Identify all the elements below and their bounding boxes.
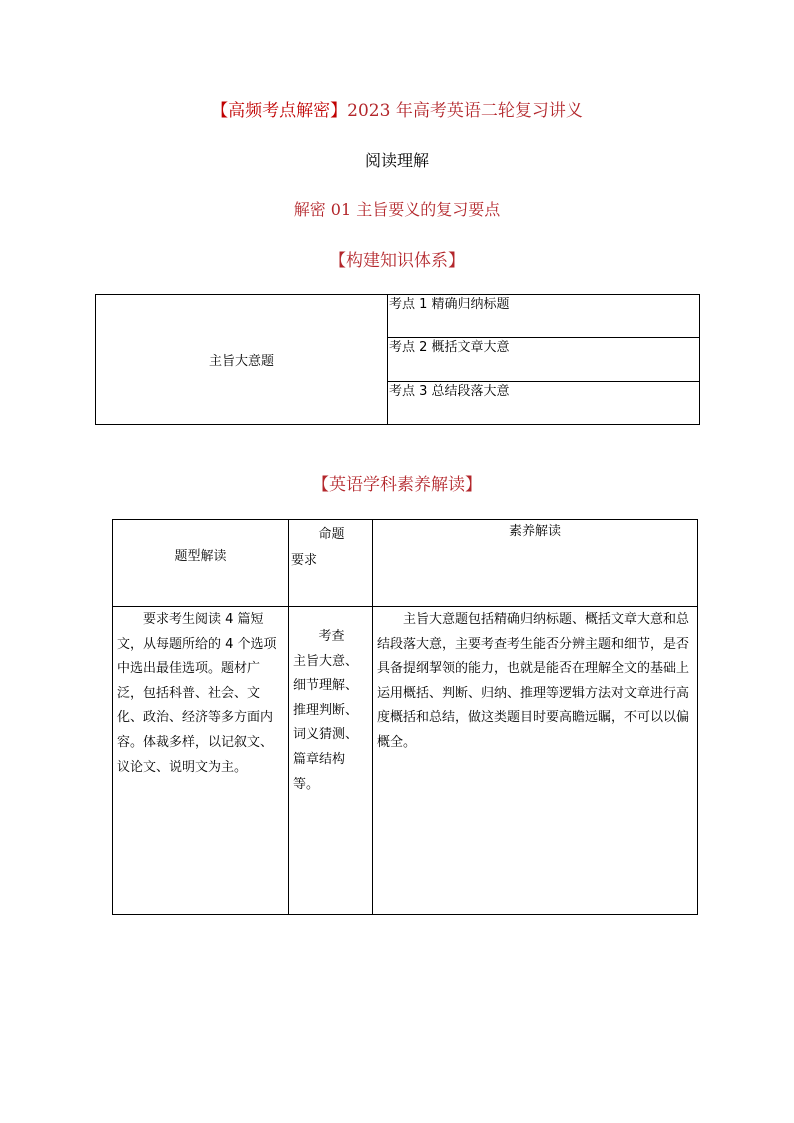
knowledge-system-heading: 【构建知识体系】 bbox=[329, 251, 465, 271]
point-cell: 考点 3 总结段落大意 bbox=[388, 381, 700, 424]
section-title: 解密 01 主旨要义的复习要点 bbox=[293, 200, 501, 219]
literacy-table bbox=[112, 519, 698, 915]
topic-cell: 主旨大意题 bbox=[96, 295, 388, 425]
header-requirement: 命题 要求 bbox=[289, 520, 373, 607]
point-cell: 考点 1 精确归纳标题 bbox=[388, 295, 700, 338]
interpretation-cell: 主旨大意题包括精确归纳标题、概括文章大意和总结段落大意，主要考查考生能否分辨主题和细节，是否具备提纲挈领的能力，也就是能否在理解全文的基础上运用概括、判断、归纳、推理等逻辑方法对文章进行高度概括和总结，做这类题目时要高瞻远瞩，不可以以偏概全。 bbox=[373, 607, 698, 915]
knowledge-system-table bbox=[95, 294, 700, 425]
requirement-cell: 考查 主旨大意、细节理解、推理判断、词义猜测、篇章结构等。 bbox=[289, 607, 373, 915]
question-type-cell: 要求考生阅读 4 篇短文，从每题所给的 4 个选项中选出最佳选项。题材广泛，包括科普、社会、文化、政治、经济等多方面内容。体裁多样，以记叙文、议论文、说明文为主。 bbox=[113, 607, 289, 915]
document-title bbox=[0, 96, 794, 121]
header-question-type: 题型解读 bbox=[113, 520, 289, 607]
title-bracket-label: 【高频考点解密】 bbox=[211, 101, 348, 121]
document-subtitle: 阅读理解 bbox=[364, 151, 429, 170]
literacy-heading: 【英语学科素养解读】 bbox=[312, 475, 482, 495]
point-cell: 考点 2 概括文章大意 bbox=[388, 338, 700, 381]
header-interpretation: 素养解读 bbox=[373, 520, 698, 607]
title-text: 2023 年高考英语二轮复习讲义 bbox=[347, 101, 583, 121]
